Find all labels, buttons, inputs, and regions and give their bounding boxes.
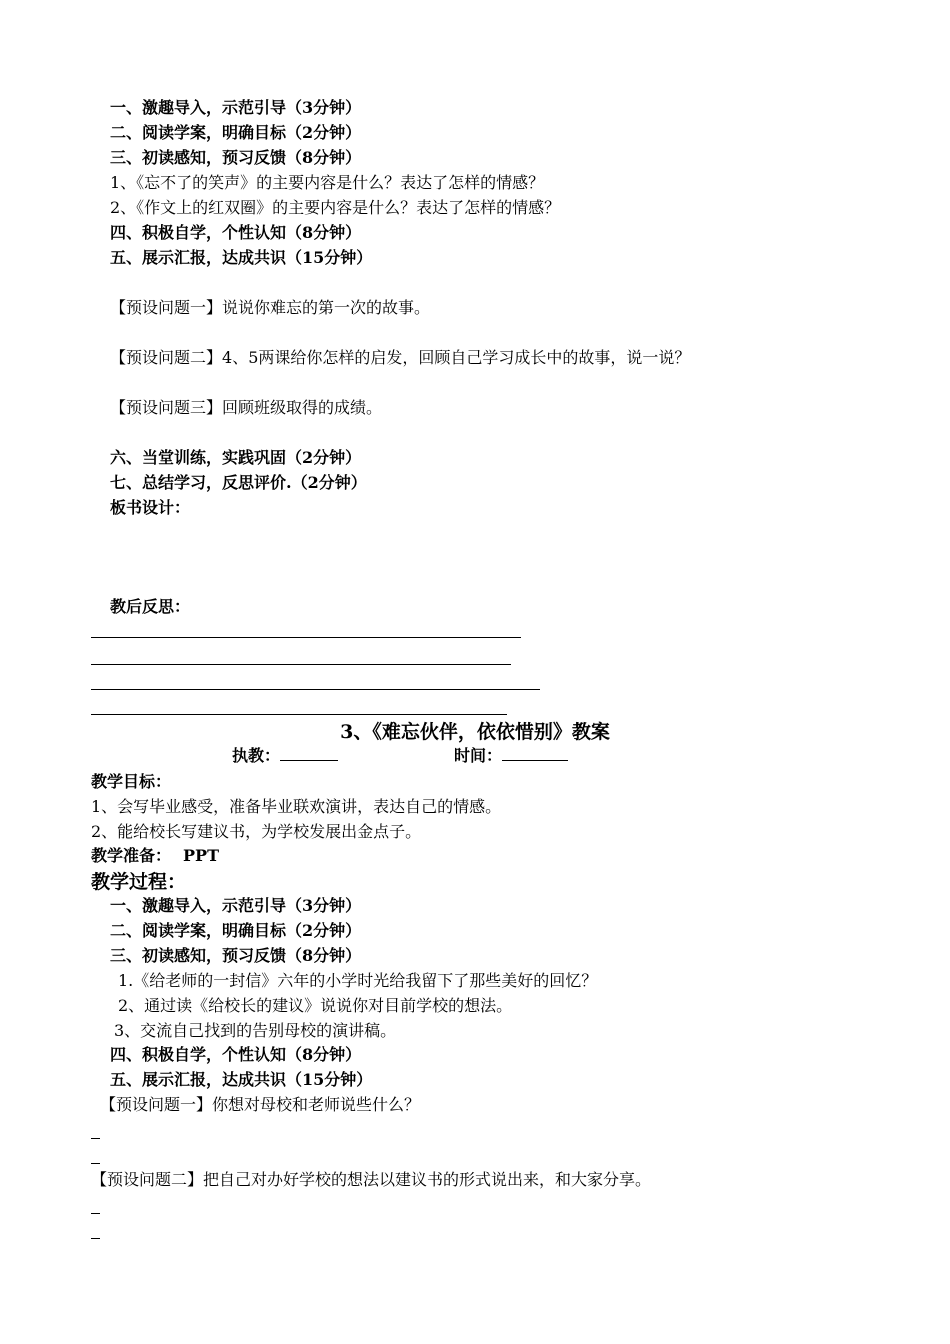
question-item: 2、通过读《给校长的建议》说说你对目前学校的想法。 xyxy=(118,996,513,1015)
step-heading: 四、积极自学，个性认知（8分钟） xyxy=(110,1045,362,1064)
step-heading: 四、积极自学，个性认知（8分钟） xyxy=(110,223,362,242)
preset-tag: 【预设问题一】 xyxy=(100,1095,213,1114)
prep-line xyxy=(91,846,219,866)
step-heading: 二、阅读学案，明确目标（2分钟） xyxy=(110,123,362,142)
board-design-label: 板书设计： xyxy=(110,498,191,517)
goal-item: 1、会写毕业感受，准备毕业联欢演讲，表达自己的情感。 xyxy=(91,797,502,816)
question-item: 1.《给老师的一封信》六年的小学时光给我留下了那些美好的回忆？ xyxy=(118,971,598,990)
reflection-line xyxy=(91,714,507,715)
step-heading: 七、总结学习，反思评价.（2分钟） xyxy=(110,473,367,492)
question-item: 3、交流自己找到的告别母校的演讲稿。 xyxy=(114,1021,397,1040)
preset-text: 回顾班级取得的成绩。 xyxy=(222,398,383,417)
step-heading: 三、初读感知，预习反馈（8分钟） xyxy=(110,946,362,965)
reflection-line xyxy=(91,689,540,690)
step-heading: 五、展示汇报，达成共识（15分钟） xyxy=(110,1070,373,1089)
preset-tag: 【预设问题二】 xyxy=(110,348,223,367)
preset-text: 把自己对办好学校的想法以建议书的形式说出来，和大家分享。 xyxy=(203,1170,652,1189)
reflection-line xyxy=(91,637,521,638)
blank-dash xyxy=(91,1163,100,1164)
step-heading: 三、初读感知，预习反馈（8分钟） xyxy=(110,148,362,167)
prep-label: 教学准备： xyxy=(91,846,172,865)
step-heading: 五、展示汇报，达成共识（15分钟） xyxy=(110,248,373,267)
teacher-blank xyxy=(280,746,338,761)
preset-question xyxy=(110,398,382,418)
preset-question xyxy=(110,298,430,318)
preset-question xyxy=(91,1170,651,1190)
preset-tag: 【预设问题二】 xyxy=(91,1170,204,1189)
preset-text: 你想对母校和老师说些什么？ xyxy=(212,1095,421,1114)
time-label: 时间： xyxy=(454,746,503,765)
preset-tag: 【预设问题三】 xyxy=(110,398,223,417)
preset-text: 4、5两课给你怎样的启发，回顾自己学习成长中的故事，说一说？ xyxy=(222,348,691,367)
time-field xyxy=(454,746,568,766)
preset-text: 说说你难忘的第一次的故事。 xyxy=(222,298,431,317)
teacher-label: 执教： xyxy=(232,746,281,765)
question-item: 2、《作文上的红双圈》的主要内容是什么？表达了怎样的情感？ xyxy=(110,198,561,217)
lesson-title: 3、《难忘伙伴，依依惜别》教案 xyxy=(340,721,610,743)
blank-dash xyxy=(91,1138,100,1139)
step-heading: 一、激趣导入，示范引导（3分钟） xyxy=(110,98,362,117)
blank-dash xyxy=(91,1213,100,1214)
time-blank xyxy=(502,746,568,761)
teacher-field xyxy=(232,746,338,766)
reflection-label: 教后反思： xyxy=(110,597,191,616)
goal-item: 2、能给校长写建议书，为学校发展出金点子。 xyxy=(91,822,422,841)
preset-question xyxy=(110,348,690,368)
blank-dash xyxy=(91,1238,100,1239)
goal-label: 教学目标： xyxy=(91,772,172,791)
step-heading: 六、当堂训练，实践巩固（2分钟） xyxy=(110,448,362,467)
prep-value: PPT xyxy=(183,846,219,865)
preset-question xyxy=(100,1095,420,1115)
process-label: 教学过程： xyxy=(91,871,187,893)
preset-tag: 【预设问题一】 xyxy=(110,298,223,317)
reflection-line xyxy=(91,664,511,665)
step-heading: 一、激趣导入，示范引导（3分钟） xyxy=(110,896,362,915)
step-heading: 二、阅读学案，明确目标（2分钟） xyxy=(110,921,362,940)
question-item: 1、《忘不了的笑声》的主要内容是什么？表达了怎样的情感？ xyxy=(110,173,545,192)
